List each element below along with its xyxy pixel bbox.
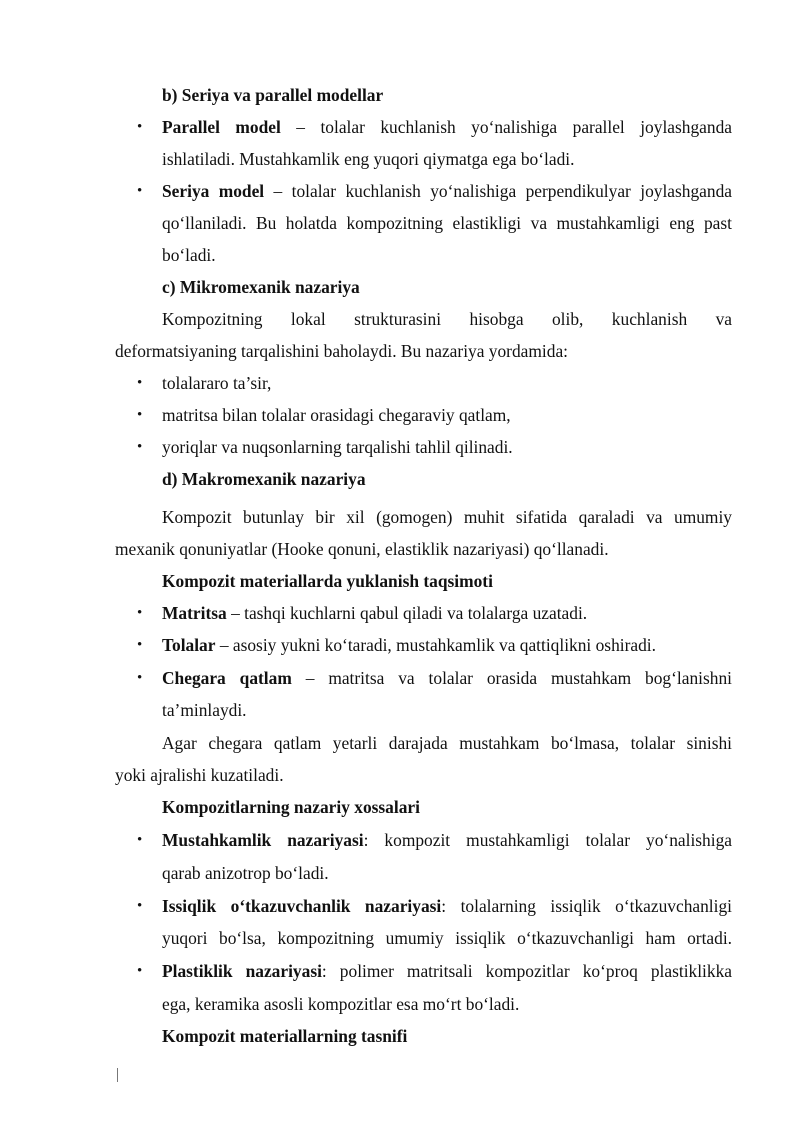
fibers-item: Tolalar – asosiy yukni ko‘taradi, mustahkamlik va qattiqlikni oshiradi. [162, 635, 656, 655]
bullet-icon: • [137, 637, 143, 653]
micro-list-item: tolalararo ta’sir, [162, 373, 272, 393]
thermal-conductivity-item: Issiqlik o‘tkazuvchanlik nazariyasi: tolalarning issiqlik o‘tkazuvchanligi [162, 896, 733, 916]
matrix-item: Matritsa – tashqi kuchlarni qabul qiladi va tolalarga uzatadi. [162, 603, 588, 623]
bullet-icon: • [137, 963, 143, 979]
micro-list-item: matritsa bilan tolalar orasidagi chegaraviy qatlam, [162, 405, 511, 425]
bullet-icon: • [137, 119, 143, 135]
macro-paragraph-line1: Kompozit butunlay bir xil (gomogen) muhit sifatida qaraladi va umumiy [162, 507, 732, 527]
macro-paragraph-line2: mexanik qonuniyatlar (Hooke qonuni, elastiklik nazariyasi) qo‘llanadi. [115, 539, 609, 559]
heading-series-parallel: b) Seriya va parallel modellar [162, 85, 384, 105]
interface-paragraph-line2: yoki ajralishi kuzatiladi. [115, 765, 284, 785]
parallel-model-item: Parallel model – tolalar kuchlanish yo‘nalishiga parallel joylashganda [162, 117, 732, 137]
bullet-icon: • [137, 898, 143, 914]
series-model-item: Seriya model – tolalar kuchlanish yo‘nalishiga perpendikulyar joylashganda [162, 181, 732, 201]
micro-paragraph-line1: Kompozitning lokal strukturasini hisobga olib, kuchlanish va [162, 309, 732, 329]
heading-micromechanics: c) Mikromexanik nazariya [162, 277, 360, 297]
parallel-model-item-cont: ishlatiladi. Mustahkamlik eng yuqori qiymatga ega bo‘ladi. [162, 149, 575, 169]
page-footer-mark [117, 1068, 118, 1082]
interface-paragraph-line1: Agar chegara qatlam yetarli darajada mustahkam bo‘lmasa, tolalar sinishi [162, 733, 732, 753]
bullet-icon: • [137, 832, 143, 848]
plasticity-theory-item-cont: ega, keramika asosli kompozitlar esa mo‘rt bo‘ladi. [162, 994, 520, 1014]
bullet-icon: • [137, 183, 143, 199]
strength-theory-item: Mustahkamlik nazariyasi: kompozit mustahkamligi tolalar yo‘nalishiga [162, 830, 732, 850]
micro-list-item: yoriqlar va nuqsonlarning tarqalishi tahlil qilinadi. [162, 437, 513, 457]
heading-load-distribution: Kompozit materiallarda yuklanish taqsimoti [162, 571, 493, 591]
series-model-item-end: bo‘ladi. [162, 245, 216, 265]
bullet-icon: • [137, 605, 143, 621]
heading-theoretical-properties: Kompozitlarning nazariy xossalari [162, 797, 420, 817]
bullet-icon: • [137, 439, 143, 455]
bullet-icon: • [137, 407, 143, 423]
interface-layer-item-cont: ta’minlaydi. [162, 700, 247, 720]
heading-macromechanics: d) Makromexanik nazariya [162, 469, 366, 489]
series-model-item-cont: qo‘llaniladi. Bu holatda kompozitning elastikligi va mustahkamligi eng past [162, 213, 732, 233]
plasticity-theory-item: Plastiklik nazariyasi: polimer matritsali kompozitlar ko‘proq plastiklikka [162, 961, 732, 981]
bullet-icon: • [137, 375, 143, 391]
heading-classification: Kompozit materiallarning tasnifi [162, 1026, 408, 1046]
thermal-conductivity-item-cont: yuqori bo‘lsa, kompozitning umumiy issiqlik o‘tkazuvchanligi ham ortadi. [162, 928, 732, 948]
strength-theory-item-cont: qarab anizotrop bo‘ladi. [162, 863, 329, 883]
bullet-icon: • [137, 670, 143, 686]
micro-paragraph-line2: deformatsiyaning tarqalishini baholaydi. Bu nazariya yordamida: [115, 341, 568, 361]
interface-layer-item: Chegara qatlam – matritsa va tolalar orasida mustahkam bog‘lanishni [162, 668, 732, 688]
